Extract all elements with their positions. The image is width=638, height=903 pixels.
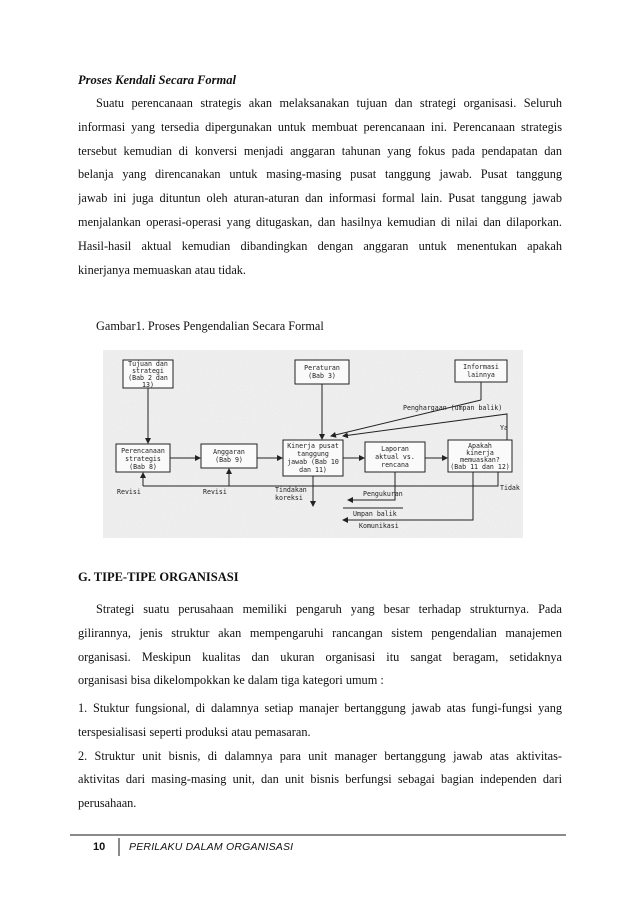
apakah-line: Apakah bbox=[468, 442, 492, 450]
paragraph-line: informasi yang tersedia dipergunakan untuk membuat perencanaan ini. Perencanaan strategis bbox=[78, 119, 562, 134]
section-heading: G. TIPE-TIPE ORGANISASI bbox=[78, 570, 239, 584]
list-item: 2. Struktur unit bisnis, di dalamnya para unit manager bertanggung jawab atas aktivitas- bbox=[78, 748, 562, 763]
subheading-formal-control: Proses Kendali Secara Formal bbox=[78, 73, 236, 87]
figure-caption: Gambar1. Proses Pengendalian Secara Formal bbox=[96, 319, 324, 333]
laporan-line: aktual vs. bbox=[375, 453, 415, 461]
footer-divider bbox=[118, 838, 120, 856]
list-item: 1. Stuktur fungsional, di dalamnya setiap manajer bertanggung jawab atas fungi-fungsi yang bbox=[78, 701, 562, 715]
peraturan-line: Peraturan bbox=[304, 364, 340, 372]
kinerja-line: tanggung bbox=[297, 450, 329, 458]
paragraph-line: kinerjanya memuaskan atau tidak. bbox=[78, 262, 246, 277]
tujuan-line: 13) bbox=[142, 381, 154, 389]
apakah-line: memuaskan? bbox=[460, 456, 500, 464]
footer-rule bbox=[70, 834, 566, 836]
paragraph-line: gilirannya, jenis struktur akan mempengaruhi rancangan sistem pengendalian manajemen bbox=[78, 625, 562, 640]
organization-list bbox=[78, 697, 562, 816]
paragraph-line: Suatu perencanaan strategis akan melaksanakan tujuan dan strategi organisasi. Seluruh bbox=[96, 96, 562, 110]
perencanaan-line: strategis bbox=[125, 455, 161, 463]
umpan-balik-label: Umpan balik bbox=[353, 510, 397, 518]
apakah-line: (Bab 11 dan 12) bbox=[450, 463, 510, 471]
anggaran-line: Anggaran bbox=[213, 448, 245, 456]
paragraph-organization-types bbox=[78, 598, 562, 693]
footer-title: PERILAKU DALAM ORGANISASI bbox=[129, 841, 294, 853]
kinerja-line: Kinerja pusat bbox=[287, 442, 339, 450]
list-item: terspesialisasi seperti produksi atau pemasaran. bbox=[78, 724, 311, 739]
anggaran-line: (Bab 9) bbox=[215, 456, 243, 464]
tidak-label: Tidak bbox=[500, 484, 520, 492]
apakah-line: kinerja bbox=[466, 449, 494, 457]
page-number: 10 bbox=[93, 841, 106, 853]
paragraph-line: jawab ini juga dituntun oleh aturan-aturan dan informasi formal lain. Pusat tanggung jawab bbox=[78, 191, 562, 206]
tindakan-label: Tindakan bbox=[275, 486, 307, 494]
laporan-line: rencana bbox=[381, 461, 409, 469]
revisi-label: Revisi bbox=[117, 488, 141, 496]
paragraph-line: menjalankan operasi-operasi yang ditugaskan, dan hasilnya kemudian di nilai dan dilaporkan. bbox=[78, 214, 562, 229]
list-item: perusahaan. bbox=[78, 796, 137, 811]
paragraph-line: Strategi suatu perusahaan memiliki pengaruh yang besar terhadap strukturnya. Pada bbox=[96, 602, 562, 616]
formal-control-diagram bbox=[103, 350, 523, 538]
revisi-label: Revisi bbox=[203, 488, 227, 496]
tindakan-label: koreksi bbox=[275, 494, 303, 502]
pengukuran-label: Pengukuran bbox=[363, 490, 403, 498]
perencanaan-line: (Bab 8) bbox=[129, 463, 157, 471]
laporan-line: Laporan bbox=[381, 445, 409, 453]
tujuan-line: (Bab 2 dan bbox=[128, 374, 168, 382]
paragraph-formal-control bbox=[78, 92, 562, 282]
penghargaan-label: Penghargaan (umpan balik) bbox=[403, 404, 503, 412]
informasi-line: Informasi bbox=[463, 363, 499, 371]
paragraph-line: tersebut kemudian di konversi menjadi anggaran tahunan yang fokus pada pendapatan dan bbox=[78, 143, 562, 158]
paragraph-line: Hasil-hasil aktual kemudian dibandingkan dengan anggaran untuk menentukan apakah bbox=[78, 238, 562, 253]
peraturan-line: (Bab 3) bbox=[308, 372, 336, 380]
informasi-line: lainnya bbox=[467, 371, 495, 379]
kinerja-line: dan 11) bbox=[299, 466, 327, 474]
list-item: aktivitas dari masing-masing unit, dan unit bisnis berfungsi sebagai bagian independen dari bbox=[78, 772, 562, 787]
paragraph-line: organisasi. Meskipun kualitas dan ukuran organisasi itu sangat beragam, setidaknya bbox=[78, 649, 562, 664]
perencanaan-line: Perencanaan bbox=[121, 447, 165, 455]
kinerja-line: jawab (Bab 10 bbox=[287, 458, 339, 466]
paragraph-line: organisasi bisa dikelompokkan ke dalam tiga kategori umum : bbox=[78, 673, 384, 688]
tujuan-line: Tujuan dan bbox=[128, 360, 168, 368]
tujuan-line: strategi bbox=[132, 367, 164, 375]
ya-label: Ya bbox=[500, 424, 508, 432]
komunikasi-label: Komunikasi bbox=[359, 522, 399, 530]
paragraph-line: belanja yang direncanakan untuk masing-masing pusat tanggung jawab. Pusat tanggung bbox=[78, 167, 562, 182]
